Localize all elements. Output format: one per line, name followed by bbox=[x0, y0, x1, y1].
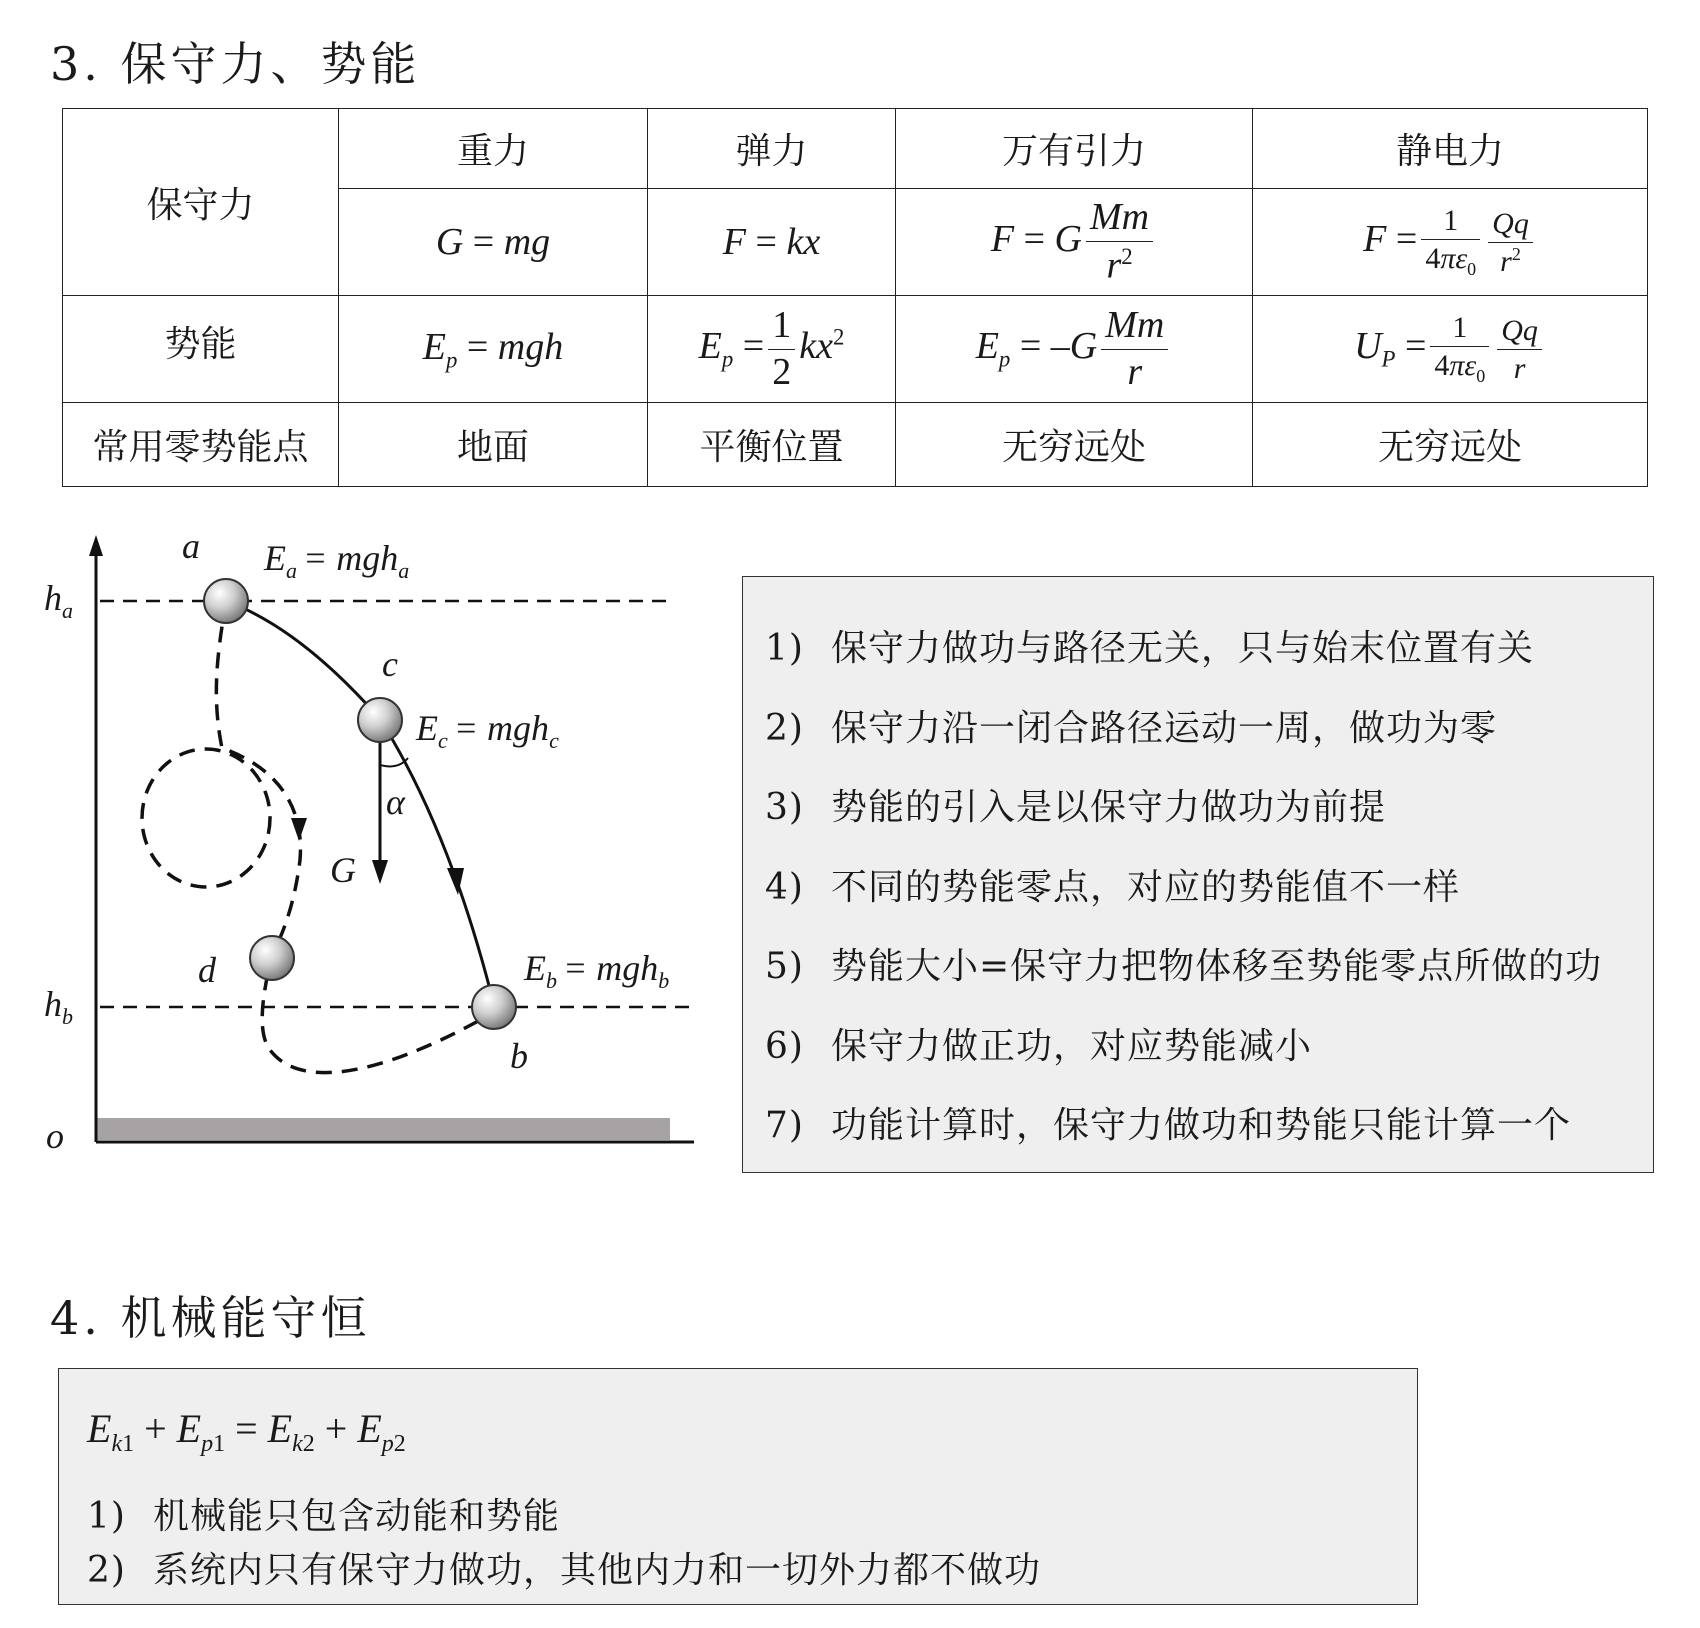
zero-point-gravity: 地面 bbox=[339, 403, 648, 487]
note-text: 机械能只包含动能和势能 bbox=[153, 1496, 561, 1537]
note-number: 2) bbox=[87, 1550, 126, 1591]
gravity-arrow-head bbox=[372, 860, 388, 884]
note-number: 3) bbox=[765, 787, 804, 828]
ball-c bbox=[358, 698, 402, 742]
note-item bbox=[765, 629, 1653, 709]
note-item bbox=[765, 947, 1653, 1027]
note-item bbox=[765, 1106, 1653, 1186]
label-point-c: c bbox=[382, 644, 398, 684]
formula-universal-force: F = G $\frac{Mm}{r^2}$ bbox=[896, 189, 1253, 296]
energy-label-b: $E_b = mgh_b$ bbox=[524, 948, 670, 993]
conservative-force-table bbox=[62, 108, 1648, 487]
dashed-loop bbox=[142, 749, 270, 887]
formula-elastic-force: F = kx bbox=[648, 189, 896, 296]
col-header-electrostatic: 静电力 bbox=[1253, 109, 1648, 189]
conservative-force-notes-box bbox=[742, 576, 1654, 1173]
ball-a bbox=[204, 579, 248, 623]
note-text: 保守力做正功，对应势能减小 bbox=[831, 1025, 1313, 1067]
section-3-title: 3. 保守力、势能 bbox=[50, 37, 421, 91]
formula-gravity-energy: $E_p$ = mgh bbox=[339, 296, 648, 403]
note-item bbox=[87, 1549, 1417, 1603]
row-label-zero-point: 常用零势能点 bbox=[63, 403, 339, 487]
zero-point-elastic: 平衡位置 bbox=[648, 403, 896, 487]
note-number: 1) bbox=[87, 1496, 126, 1537]
col-header-gravity: 重力 bbox=[339, 109, 648, 189]
dashed-path-arrow bbox=[291, 818, 307, 841]
note-item bbox=[765, 709, 1653, 789]
formula-elastic-energy: $E_p$ = $\frac{1}{2}$ $kx^2$ bbox=[648, 296, 896, 403]
note-number: 7) bbox=[765, 1105, 804, 1146]
ground-bar bbox=[96, 1118, 670, 1140]
note-number: 6) bbox=[765, 1025, 804, 1067]
label-ha: $h_a$ bbox=[44, 578, 73, 623]
energy-conservation-box bbox=[58, 1368, 1418, 1605]
note-number: 4) bbox=[765, 866, 804, 908]
col-header-elastic: 弹力 bbox=[648, 109, 896, 189]
col-header-universal-gravitation: 万有引力 bbox=[896, 109, 1253, 189]
label-origin: o bbox=[46, 1116, 64, 1156]
formula-electrostatic-energy: $U_P$ = $\frac{1}{4\pi\varepsilon_0}$ $\frac{Qq}{r}$ bbox=[1253, 296, 1648, 403]
label-gravity: G bbox=[330, 850, 356, 890]
y-axis-arrow bbox=[89, 535, 103, 556]
label-point-d: d bbox=[198, 950, 216, 990]
label-hb: $h_b$ bbox=[44, 984, 73, 1029]
row-label-conservative-force: 保守力 bbox=[63, 109, 339, 296]
formula-electrostatic-force: F = $\frac{1}{4\pi\varepsilon_0}$ $\frac{Qq}{r^2}$ bbox=[1253, 189, 1648, 296]
formula-gravity-force: G = mg bbox=[339, 189, 648, 296]
note-item bbox=[765, 868, 1653, 948]
formula-universal-energy: $E_p = -G$ $\frac{Mm}{r}$ bbox=[896, 296, 1253, 403]
row-label-potential-energy: 势能 bbox=[63, 296, 339, 403]
ball-d bbox=[250, 936, 294, 980]
note-text: 势能的引入是以保守力做功为前提 bbox=[831, 787, 1387, 828]
note-item bbox=[765, 1027, 1653, 1107]
note-number: 5) bbox=[765, 946, 804, 987]
label-angle: α bbox=[386, 782, 405, 822]
note-number: 2) bbox=[765, 707, 804, 749]
label-point-b: b bbox=[510, 1036, 528, 1076]
note-text: 保守力沿一闭合路径运动一周，做功为零 bbox=[831, 707, 1498, 749]
note-item bbox=[87, 1495, 1417, 1549]
zero-point-electrostatic: 无穷远处 bbox=[1253, 403, 1648, 487]
note-text: 不同的势能零点，对应的势能值不一样 bbox=[831, 866, 1461, 908]
energy-label-a: $E_a = mgh_a$ bbox=[264, 538, 410, 583]
note-text: 功能计算时，保守力做功和势能只能计算一个 bbox=[831, 1105, 1572, 1146]
ball-b bbox=[472, 985, 516, 1029]
zero-point-universal: 无穷远处 bbox=[896, 403, 1253, 487]
note-item bbox=[765, 788, 1653, 868]
potential-energy-path-diagram bbox=[30, 525, 700, 1165]
energy-label-c: $E_c = mgh_c$ bbox=[416, 708, 559, 753]
note-text: 势能大小=保守力把物体移至势能零点所做的功 bbox=[831, 946, 1603, 987]
note-text: 保守力做功与路径无关，只与始末位置有关 bbox=[831, 628, 1535, 669]
note-text: 系统内只有保守力做功，其他内力和一切外力都不做功 bbox=[153, 1550, 1042, 1591]
label-point-a: a bbox=[182, 526, 200, 566]
section-4-title: 4. 机械能守恒 bbox=[50, 1291, 371, 1345]
energy-conservation-equation: $E_{k1} + E_{p1} = E_{k2} + E_{p2}$ bbox=[87, 1406, 406, 1457]
note-number: 1) bbox=[765, 628, 804, 669]
